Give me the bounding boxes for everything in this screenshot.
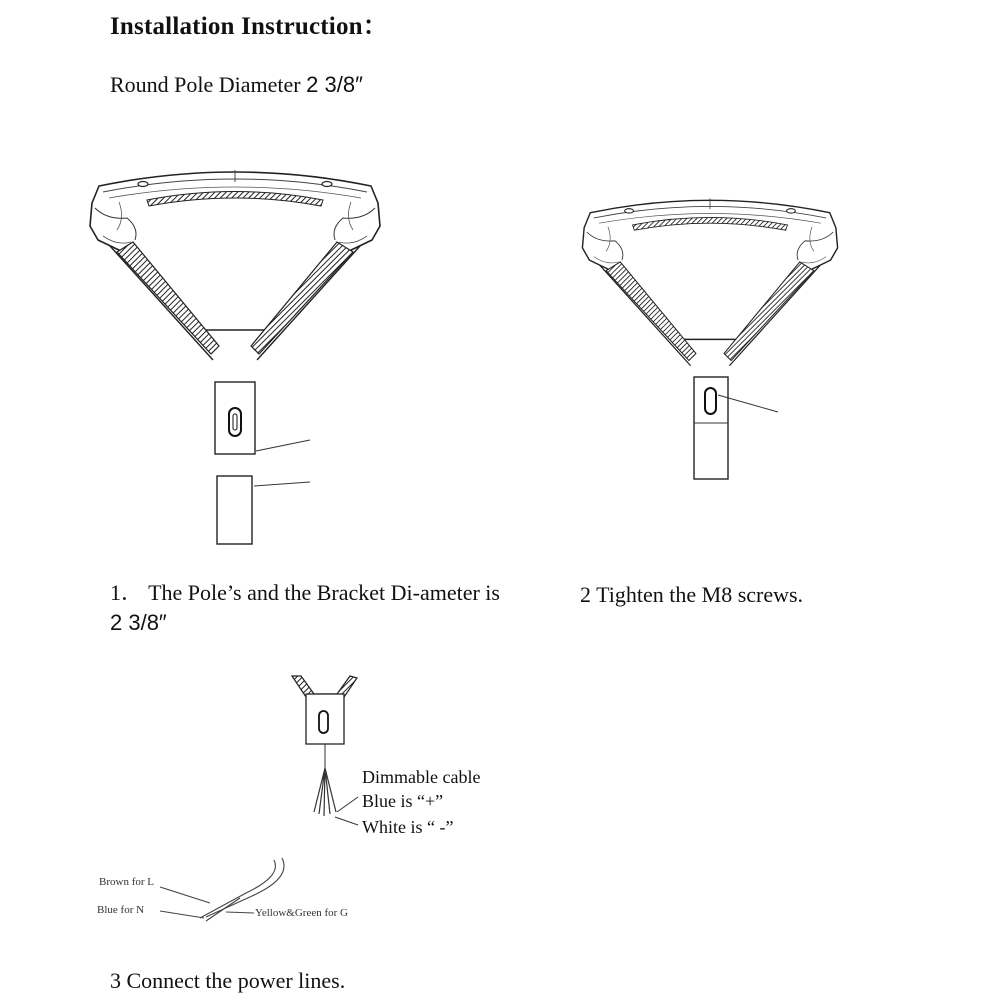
dimmable-white-label: White is “ -” bbox=[362, 817, 454, 837]
subtitle-diameter-value: 2 3/8″ bbox=[306, 72, 363, 97]
subtitle-text: Round Pole Diameter bbox=[110, 72, 307, 97]
step-3-text: 3 Connect the power lines. bbox=[110, 968, 346, 993]
step-1-description: 1． The Pole’s and the Bracket Di-ameter is bbox=[110, 580, 500, 605]
figure-3-bracket bbox=[292, 676, 358, 825]
blue-wire-label: Blue for N bbox=[97, 904, 145, 916]
figure-2-luminaire bbox=[582, 199, 837, 366]
title-text: Installation Instruction bbox=[110, 13, 363, 40]
step-1-diameter-value: 2 3/8″ bbox=[110, 610, 167, 635]
dimmable-cable-label: Dimmable cable bbox=[362, 767, 481, 787]
step-1-text bbox=[110, 578, 510, 638]
figure-1-luminaire bbox=[90, 170, 380, 454]
dimmable-blue-label: Blue is “+” bbox=[362, 791, 444, 811]
title-colon: ： bbox=[362, 13, 388, 40]
figure-1-pole bbox=[217, 440, 310, 544]
brown-wire-label: Brown for L bbox=[99, 876, 154, 888]
yellow-green-wire-label: Yellow&Green for G bbox=[255, 907, 348, 919]
figure-2-pole bbox=[694, 377, 778, 479]
step-2-text: 2 Tighten the M8 screws. bbox=[580, 582, 804, 607]
